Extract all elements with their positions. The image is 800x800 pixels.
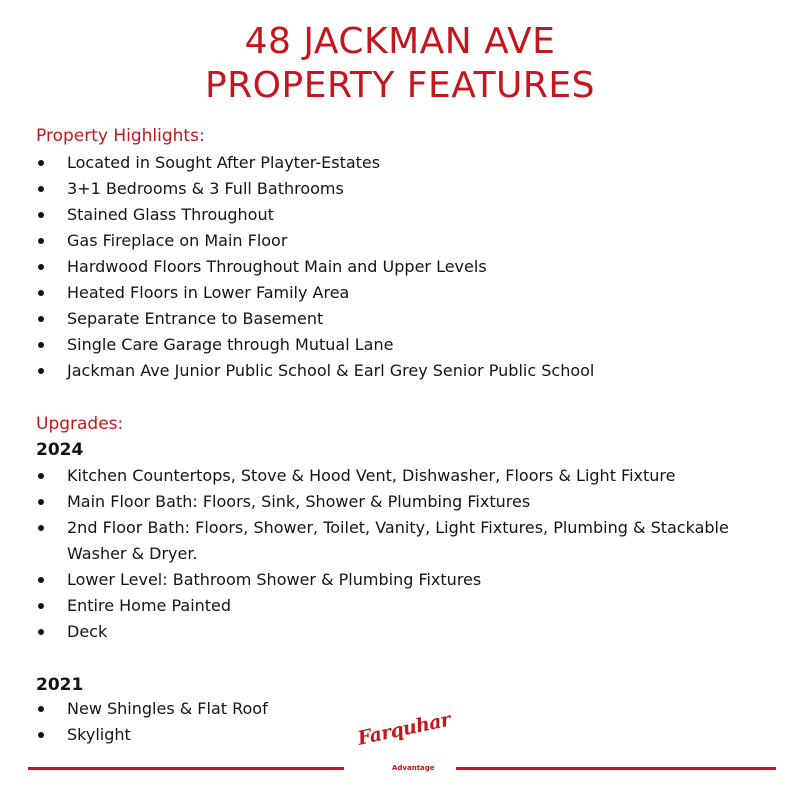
highlights-list xyxy=(36,150,776,384)
list-item: Stained Glass Throughout xyxy=(36,202,776,228)
list-item: Entire Home Painted xyxy=(36,593,776,619)
list-item: Heated Floors in Lower Family Area xyxy=(36,280,776,306)
list-item: Single Care Garage through Mutual Lane xyxy=(36,332,776,358)
list-item: Main Floor Bath: Floors, Sink, Shower & Plumbing Fixtures xyxy=(36,489,776,515)
list-item: Located in Sought After Playter-Estates xyxy=(36,150,776,176)
upgrades-heading: Upgrades: xyxy=(36,414,124,434)
title-line-1: 48 JACKMAN AVE xyxy=(244,21,556,62)
list-item: New Shingles & Flat Roof xyxy=(36,696,776,722)
logo-script-text: Farquhar xyxy=(355,708,453,750)
list-item: Separate Entrance to Basement xyxy=(36,306,776,332)
list-item: Jackman Ave Junior Public School & Earl Grey Senior Public School xyxy=(36,358,776,384)
list-item: Skylight xyxy=(36,722,776,748)
brand-logo xyxy=(352,708,453,792)
footer-divider-right xyxy=(456,767,776,770)
upgrade-year-heading: 2021 xyxy=(36,675,84,695)
list-item: Lower Level: Bathroom Shower & Plumbing Fixtures xyxy=(36,567,776,593)
list-item: Hardwood Floors Throughout Main and Upper Levels xyxy=(36,254,776,280)
list-item: 2nd Floor Bath: Floors, Shower, Toilet, Vanity, Light Fixtures, Plumbing & Stackable Washer & Dryer. xyxy=(36,515,757,567)
list-item: Kitchen Countertops, Stove & Hood Vent, Dishwasher, Floors & Light Fixture xyxy=(36,463,776,489)
upgrade-year-heading: 2024 xyxy=(36,440,84,460)
highlights-heading: Property Highlights: xyxy=(36,126,205,146)
upgrades-2024-list xyxy=(36,463,776,645)
list-item: Deck xyxy=(36,619,776,645)
list-item: Gas Fireplace on Main Floor xyxy=(36,228,776,254)
title-line-2: PROPERTY FEATURES xyxy=(204,65,596,106)
footer-divider-left xyxy=(28,767,344,770)
list-item: 3+1 Bedrooms & 3 Full Bathrooms xyxy=(36,176,776,202)
page-title xyxy=(0,20,800,108)
logo-subtext: Advantage xyxy=(392,764,435,772)
